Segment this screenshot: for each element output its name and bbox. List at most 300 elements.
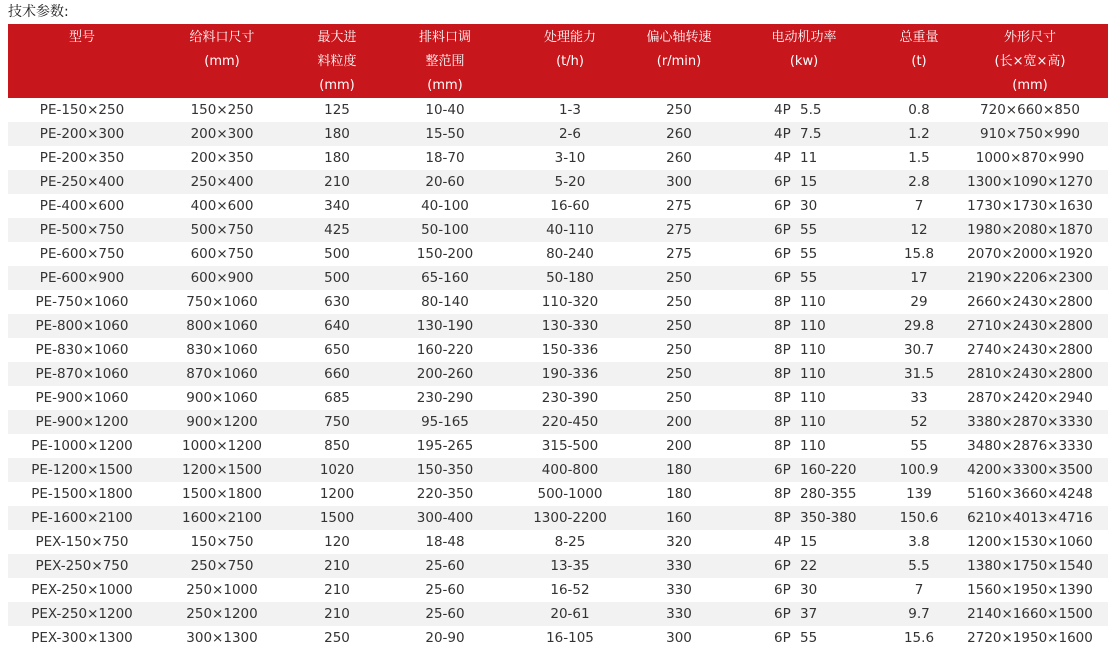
cell-dimensions: 5160×3660×4248 — [952, 482, 1108, 506]
motor-kw: 280-355 — [800, 486, 857, 502]
cell-motor-power — [722, 626, 886, 650]
table-row — [8, 458, 1108, 482]
motor-pole: 6P — [774, 558, 791, 574]
cell-feed-opening: 900×1200 — [156, 410, 288, 434]
cell-discharge-range: 150-350 — [386, 458, 504, 482]
motor-kw: 55 — [800, 630, 818, 646]
column-header — [722, 24, 886, 98]
cell-motor-power — [722, 194, 886, 218]
table-row — [8, 290, 1108, 314]
cell-total-weight: 15.6 — [886, 626, 952, 650]
table-row — [8, 410, 1108, 434]
column-header-line: (mm) — [427, 78, 463, 93]
cell-total-weight: 33 — [886, 386, 952, 410]
cell-capacity: 16-60 — [504, 194, 636, 218]
cell-model: PEX-150×750 — [8, 530, 156, 554]
cell-shaft-speed: 200 — [636, 434, 722, 458]
column-header-line: 型号 — [68, 30, 95, 45]
cell-feed-opening: 870×1060 — [156, 362, 288, 386]
cell-max-feed-size: 650 — [288, 338, 386, 362]
cell-capacity: 2-6 — [504, 122, 636, 146]
cell-discharge-range: 25-60 — [386, 578, 504, 602]
column-header-line: 料粒度 — [317, 54, 357, 69]
cell-model: PE-1000×1200 — [8, 434, 156, 458]
cell-dimensions: 2190×2206×2300 — [952, 266, 1108, 290]
cell-total-weight: 7 — [886, 194, 952, 218]
cell-motor-power — [722, 386, 886, 410]
cell-feed-opening: 400×600 — [156, 194, 288, 218]
motor-kw: 110 — [800, 414, 826, 430]
cell-shaft-speed: 275 — [636, 218, 722, 242]
cell-model: PE-600×750 — [8, 242, 156, 266]
cell-model: PE-900×1060 — [8, 386, 156, 410]
cell-total-weight: 3.8 — [886, 530, 952, 554]
cell-capacity: 230-390 — [504, 386, 636, 410]
cell-model: PE-870×1060 — [8, 362, 156, 386]
cell-dimensions: 4200×3300×3500 — [952, 458, 1108, 482]
cell-capacity: 1300-2200 — [504, 506, 636, 530]
column-header-line: (mm) — [204, 54, 240, 69]
cell-capacity: 13-35 — [504, 554, 636, 578]
cell-dimensions: 2140×1660×1500 — [952, 602, 1108, 626]
cell-feed-opening: 250×750 — [156, 554, 288, 578]
cell-feed-opening: 150×250 — [156, 98, 288, 122]
cell-dimensions: 1200×1530×1060 — [952, 530, 1108, 554]
motor-pole: 8P — [774, 438, 791, 454]
cell-shaft-speed: 260 — [636, 146, 722, 170]
table-row — [8, 122, 1108, 146]
motor-pole: 6P — [774, 222, 791, 238]
cell-shaft-speed: 330 — [636, 602, 722, 626]
cell-max-feed-size: 750 — [288, 410, 386, 434]
cell-dimensions: 1980×2080×1870 — [952, 218, 1108, 242]
table-row — [8, 314, 1108, 338]
cell-total-weight: 1.5 — [886, 146, 952, 170]
cell-max-feed-size: 120 — [288, 530, 386, 554]
cell-max-feed-size: 250 — [288, 626, 386, 650]
cell-model: PE-500×750 — [8, 218, 156, 242]
table-row — [8, 602, 1108, 626]
table-body — [8, 98, 1108, 650]
cell-max-feed-size: 640 — [288, 314, 386, 338]
cell-total-weight: 150.6 — [886, 506, 952, 530]
cell-dimensions: 3380×2870×3330 — [952, 410, 1108, 434]
cell-max-feed-size: 660 — [288, 362, 386, 386]
cell-model: PE-150×250 — [8, 98, 156, 122]
cell-model: PE-1500×1800 — [8, 482, 156, 506]
cell-dimensions: 1560×1950×1390 — [952, 578, 1108, 602]
cell-discharge-range: 15-50 — [386, 122, 504, 146]
cell-max-feed-size: 210 — [288, 170, 386, 194]
cell-motor-power — [722, 146, 886, 170]
cell-feed-opening: 300×1300 — [156, 626, 288, 650]
motor-pole: 4P — [774, 534, 791, 550]
column-header-line: 外形尺寸 — [1003, 30, 1056, 45]
column-header-line: (r/min) — [656, 54, 702, 69]
cell-model: PEX-250×750 — [8, 554, 156, 578]
cell-total-weight: 7 — [886, 578, 952, 602]
cell-motor-power — [722, 122, 886, 146]
table-row — [8, 266, 1108, 290]
cell-shaft-speed: 180 — [636, 458, 722, 482]
cell-capacity: 5-20 — [504, 170, 636, 194]
cell-discharge-range: 50-100 — [386, 218, 504, 242]
cell-max-feed-size: 180 — [288, 122, 386, 146]
cell-shaft-speed: 250 — [636, 266, 722, 290]
cell-dimensions: 2810×2430×2800 — [952, 362, 1108, 386]
cell-capacity: 16-105 — [504, 626, 636, 650]
cell-capacity: 16-52 — [504, 578, 636, 602]
motor-kw: 22 — [800, 558, 818, 574]
motor-pole: 4P — [774, 150, 791, 166]
table-row — [8, 530, 1108, 554]
cell-max-feed-size: 850 — [288, 434, 386, 458]
cell-discharge-range: 130-190 — [386, 314, 504, 338]
motor-kw: 30 — [800, 582, 818, 598]
cell-total-weight: 1.2 — [886, 122, 952, 146]
cell-shaft-speed: 330 — [636, 578, 722, 602]
cell-model: PE-800×1060 — [8, 314, 156, 338]
cell-discharge-range: 18-70 — [386, 146, 504, 170]
motor-pole: 8P — [774, 414, 791, 430]
column-header — [288, 24, 386, 98]
cell-feed-opening: 500×750 — [156, 218, 288, 242]
cell-max-feed-size: 125 — [288, 98, 386, 122]
cell-max-feed-size: 630 — [288, 290, 386, 314]
cell-motor-power — [722, 410, 886, 434]
cell-capacity: 220-450 — [504, 410, 636, 434]
cell-max-feed-size: 425 — [288, 218, 386, 242]
column-header-line: (mm) — [319, 78, 355, 93]
table-row — [8, 146, 1108, 170]
motor-kw: 30 — [800, 198, 818, 214]
cell-motor-power — [722, 434, 886, 458]
cell-capacity: 190-336 — [504, 362, 636, 386]
cell-total-weight: 139 — [886, 482, 952, 506]
cell-total-weight: 9.7 — [886, 602, 952, 626]
cell-total-weight: 29.8 — [886, 314, 952, 338]
table-row — [8, 218, 1108, 242]
motor-pole: 8P — [774, 390, 791, 406]
motor-kw: 37 — [800, 606, 818, 622]
cell-total-weight: 17 — [886, 266, 952, 290]
cell-dimensions: 1730×1730×1630 — [952, 194, 1108, 218]
cell-shaft-speed: 250 — [636, 386, 722, 410]
cell-max-feed-size: 1020 — [288, 458, 386, 482]
cell-capacity: 40-110 — [504, 218, 636, 242]
cell-capacity: 500-1000 — [504, 482, 636, 506]
cell-shaft-speed: 320 — [636, 530, 722, 554]
cell-capacity: 50-180 — [504, 266, 636, 290]
cell-model: PE-600×900 — [8, 266, 156, 290]
table-row — [8, 242, 1108, 266]
motor-kw: 15 — [800, 534, 818, 550]
motor-kw: 110 — [800, 318, 826, 334]
motor-pole: 6P — [774, 198, 791, 214]
cell-max-feed-size: 210 — [288, 578, 386, 602]
column-header — [8, 24, 156, 98]
cell-feed-opening: 900×1060 — [156, 386, 288, 410]
cell-total-weight: 55 — [886, 434, 952, 458]
motor-pole: 4P — [774, 102, 791, 118]
motor-pole: 8P — [774, 486, 791, 502]
cell-dimensions: 1300×1090×1270 — [952, 170, 1108, 194]
cell-max-feed-size: 1500 — [288, 506, 386, 530]
cell-discharge-range: 25-60 — [386, 554, 504, 578]
cell-dimensions: 1000×870×990 — [952, 146, 1108, 170]
table-row — [8, 434, 1108, 458]
motor-pole: 8P — [774, 294, 791, 310]
cell-discharge-range: 80-140 — [386, 290, 504, 314]
motor-kw: 55 — [800, 222, 818, 238]
table-row — [8, 578, 1108, 602]
motor-kw: 110 — [800, 438, 826, 454]
column-header-line: (mm) — [1012, 78, 1048, 93]
column-header-line: 总重量 — [899, 30, 939, 45]
table-row — [8, 482, 1108, 506]
cell-max-feed-size: 685 — [288, 386, 386, 410]
cell-shaft-speed: 250 — [636, 314, 722, 338]
cell-motor-power — [722, 554, 886, 578]
cell-feed-opening: 1600×2100 — [156, 506, 288, 530]
motor-pole: 6P — [774, 270, 791, 286]
cell-dimensions: 2660×2430×2800 — [952, 290, 1108, 314]
table-row — [8, 338, 1108, 362]
cell-shaft-speed: 275 — [636, 242, 722, 266]
cell-discharge-range: 65-160 — [386, 266, 504, 290]
cell-motor-power — [722, 578, 886, 602]
cell-max-feed-size: 210 — [288, 602, 386, 626]
cell-capacity: 400-800 — [504, 458, 636, 482]
motor-kw: 55 — [800, 270, 818, 286]
cell-feed-opening: 830×1060 — [156, 338, 288, 362]
table-row — [8, 170, 1108, 194]
motor-kw: 110 — [800, 390, 826, 406]
motor-pole: 8P — [774, 366, 791, 382]
cell-max-feed-size: 500 — [288, 266, 386, 290]
cell-motor-power — [722, 218, 886, 242]
motor-kw: 160-220 — [800, 462, 857, 478]
cell-motor-power — [722, 506, 886, 530]
cell-feed-opening: 150×750 — [156, 530, 288, 554]
cell-discharge-range: 230-290 — [386, 386, 504, 410]
column-header-line: 处理能力 — [543, 30, 596, 45]
cell-dimensions: 2070×2000×1920 — [952, 242, 1108, 266]
cell-feed-opening: 800×1060 — [156, 314, 288, 338]
cell-dimensions: 1380×1750×1540 — [952, 554, 1108, 578]
motor-pole: 6P — [774, 606, 791, 622]
cell-shaft-speed: 200 — [636, 410, 722, 434]
table-row — [8, 554, 1108, 578]
column-header-line: 电动机功率 — [771, 30, 837, 45]
cell-total-weight: 5.5 — [886, 554, 952, 578]
cell-motor-power — [722, 242, 886, 266]
cell-model: PEX-300×1300 — [8, 626, 156, 650]
cell-dimensions: 2720×1950×1600 — [952, 626, 1108, 650]
cell-motor-power — [722, 170, 886, 194]
cell-capacity: 20-61 — [504, 602, 636, 626]
column-header — [386, 24, 504, 98]
column-header-line: 偏心轴转速 — [646, 30, 712, 45]
motor-pole: 8P — [774, 342, 791, 358]
cell-model: PEX-250×1000 — [8, 578, 156, 602]
cell-model: PE-250×400 — [8, 170, 156, 194]
cell-shaft-speed: 300 — [636, 170, 722, 194]
cell-shaft-speed: 300 — [636, 626, 722, 650]
motor-kw: 110 — [800, 342, 826, 358]
cell-model: PE-200×350 — [8, 146, 156, 170]
cell-max-feed-size: 500 — [288, 242, 386, 266]
motor-pole: 6P — [774, 582, 791, 598]
cell-capacity: 315-500 — [504, 434, 636, 458]
motor-kw: 11 — [800, 150, 818, 166]
motor-pole: 6P — [774, 630, 791, 646]
column-header-line: 整范围 — [425, 54, 465, 69]
column-header-line: 最大进 — [317, 30, 357, 45]
cell-motor-power — [722, 314, 886, 338]
motor-pole: 6P — [774, 174, 791, 190]
motor-pole: 4P — [774, 126, 791, 142]
cell-discharge-range: 10-40 — [386, 98, 504, 122]
cell-dimensions: 3480×2876×3330 — [952, 434, 1108, 458]
cell-motor-power — [722, 362, 886, 386]
cell-discharge-range: 220-350 — [386, 482, 504, 506]
cell-shaft-speed: 330 — [636, 554, 722, 578]
cell-dimensions: 2870×2420×2940 — [952, 386, 1108, 410]
cell-total-weight: 29 — [886, 290, 952, 314]
cell-model: PE-200×300 — [8, 122, 156, 146]
motor-kw: 5.5 — [800, 102, 822, 118]
cell-total-weight: 100.9 — [886, 458, 952, 482]
column-header-line: (长×宽×高) — [994, 54, 1066, 69]
cell-discharge-range: 200-260 — [386, 362, 504, 386]
cell-capacity: 110-320 — [504, 290, 636, 314]
cell-shaft-speed: 250 — [636, 362, 722, 386]
cell-feed-opening: 250×1000 — [156, 578, 288, 602]
cell-max-feed-size: 210 — [288, 554, 386, 578]
motor-pole: 8P — [774, 318, 791, 334]
cell-model: PE-900×1200 — [8, 410, 156, 434]
cell-discharge-range: 195-265 — [386, 434, 504, 458]
cell-feed-opening: 600×750 — [156, 242, 288, 266]
section-title: 技术参数: — [8, 4, 69, 20]
motor-kw: 350-380 — [800, 510, 857, 526]
motor-kw: 110 — [800, 294, 826, 310]
table-row — [8, 386, 1108, 410]
table-row — [8, 626, 1108, 650]
cell-motor-power — [722, 458, 886, 482]
cell-capacity: 150-336 — [504, 338, 636, 362]
cell-max-feed-size: 180 — [288, 146, 386, 170]
cell-dimensions: 2740×2430×2800 — [952, 338, 1108, 362]
table-row — [8, 362, 1108, 386]
cell-feed-opening: 600×900 — [156, 266, 288, 290]
cell-shaft-speed: 250 — [636, 338, 722, 362]
cell-shaft-speed: 275 — [636, 194, 722, 218]
motor-kw: 110 — [800, 366, 826, 382]
cell-total-weight: 31.5 — [886, 362, 952, 386]
cell-feed-opening: 200×350 — [156, 146, 288, 170]
column-header-line: 排料口调 — [418, 30, 471, 45]
cell-discharge-range: 20-90 — [386, 626, 504, 650]
cell-feed-opening: 750×1060 — [156, 290, 288, 314]
cell-model: PE-830×1060 — [8, 338, 156, 362]
cell-motor-power — [722, 530, 886, 554]
cell-total-weight: 12 — [886, 218, 952, 242]
cell-discharge-range: 25-60 — [386, 602, 504, 626]
table-row — [8, 506, 1108, 530]
cell-total-weight: 52 — [886, 410, 952, 434]
cell-model: PE-750×1060 — [8, 290, 156, 314]
motor-kw: 7.5 — [800, 126, 822, 142]
motor-pole: 6P — [774, 246, 791, 262]
cell-dimensions: 6210×4013×4716 — [952, 506, 1108, 530]
cell-model: PE-1600×2100 — [8, 506, 156, 530]
table-row — [8, 98, 1108, 122]
cell-dimensions: 2710×2430×2800 — [952, 314, 1108, 338]
cell-capacity: 1-3 — [504, 98, 636, 122]
cell-motor-power — [722, 98, 886, 122]
cell-dimensions: 910×750×990 — [952, 122, 1108, 146]
cell-shaft-speed: 260 — [636, 122, 722, 146]
motor-kw: 15 — [800, 174, 818, 190]
cell-capacity: 80-240 — [504, 242, 636, 266]
motor-kw: 55 — [800, 246, 818, 262]
motor-pole: 6P — [774, 462, 791, 478]
cell-model: PEX-250×1200 — [8, 602, 156, 626]
cell-motor-power — [722, 602, 886, 626]
cell-capacity: 8-25 — [504, 530, 636, 554]
cell-shaft-speed: 180 — [636, 482, 722, 506]
cell-total-weight: 0.8 — [886, 98, 952, 122]
column-header — [952, 24, 1108, 98]
cell-total-weight: 30.7 — [886, 338, 952, 362]
cell-motor-power — [722, 290, 886, 314]
cell-discharge-range: 300-400 — [386, 506, 504, 530]
spec-table — [8, 24, 1108, 650]
cell-feed-opening: 1500×1800 — [156, 482, 288, 506]
cell-motor-power — [722, 482, 886, 506]
cell-discharge-range: 20-60 — [386, 170, 504, 194]
column-header-line: (kw) — [789, 54, 819, 69]
column-header — [636, 24, 722, 98]
cell-max-feed-size: 1200 — [288, 482, 386, 506]
cell-feed-opening: 1200×1500 — [156, 458, 288, 482]
cell-motor-power — [722, 266, 886, 290]
cell-dimensions: 720×660×850 — [952, 98, 1108, 122]
cell-total-weight: 2.8 — [886, 170, 952, 194]
cell-shaft-speed: 250 — [636, 290, 722, 314]
table-row — [8, 194, 1108, 218]
column-header-line: (t) — [911, 54, 927, 69]
cell-discharge-range: 18-48 — [386, 530, 504, 554]
cell-discharge-range: 40-100 — [386, 194, 504, 218]
cell-total-weight: 15.8 — [886, 242, 952, 266]
column-header — [156, 24, 288, 98]
cell-shaft-speed: 160 — [636, 506, 722, 530]
cell-motor-power — [722, 338, 886, 362]
cell-max-feed-size: 340 — [288, 194, 386, 218]
column-header — [504, 24, 636, 98]
cell-feed-opening: 1000×1200 — [156, 434, 288, 458]
cell-feed-opening: 250×400 — [156, 170, 288, 194]
motor-pole: 8P — [774, 510, 791, 526]
cell-model: PE-400×600 — [8, 194, 156, 218]
cell-feed-opening: 250×1200 — [156, 602, 288, 626]
table-header-row — [8, 24, 1108, 98]
cell-capacity: 130-330 — [504, 314, 636, 338]
column-header-line: (t/h) — [556, 54, 584, 69]
